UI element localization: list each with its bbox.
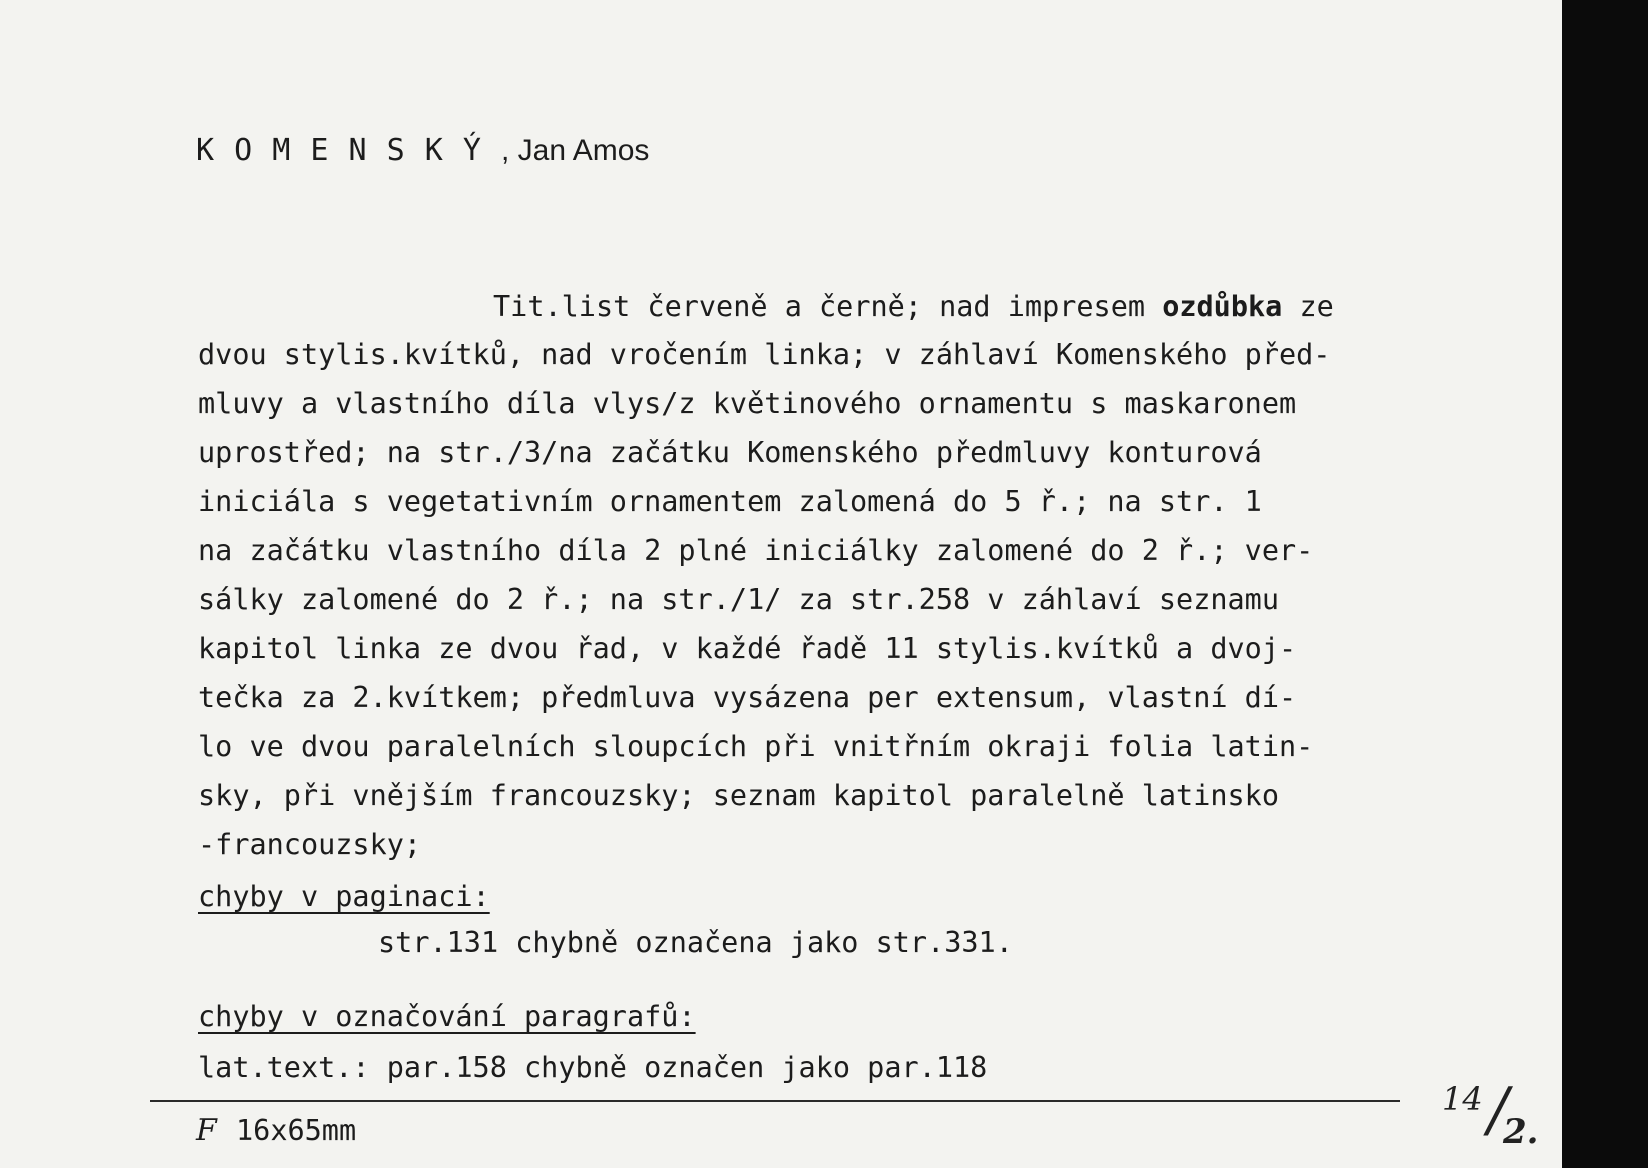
paragraph-errors-heading: chyby v označování paragrafů: [198,1000,696,1033]
description-line: tečka za 2.kvítkem; předmluva vysázena per extensum, vlastní dí- [198,681,1297,714]
format-size: 16x65mm [236,1114,357,1147]
pagination-error-entry: str.131 chybně označena jako str.331. [378,926,1013,959]
format-mark: F [196,1113,217,1148]
paragraph-error-entry: lat.text.: par.158 chybně označen jako par.118 [198,1051,988,1084]
author-heading [196,133,649,168]
description-line: Tit.list červeně a černě; nad impresem ozdůbka ze [493,290,1334,323]
footer-divider [150,1100,1400,1102]
handwritten-card-sequence: 2. [1503,1112,1539,1152]
description-line: kapitol linka ze dvou řad, v každé řadě 11 stylis.kvítků a dvoj- [198,632,1297,665]
description-line: uprostřed; na str./3/na začátku Komenského předmluvy konturová [198,436,1262,469]
scan-edge [1562,0,1648,1168]
description-line: -francouzsky; [198,828,422,861]
description-line: sálky zalomené do 2 ř.; na str./1/ za str.258 v záhlaví seznamu [198,583,1279,616]
handwritten-card-number: 14 [1442,1080,1483,1118]
bold-term: ozdůbka [1162,290,1283,323]
description-line: dvou stylis.kvítků, nad vročením linka; v záhlaví Komenského před- [198,338,1331,371]
pagination-errors-heading: chyby v paginaci: [198,880,490,913]
description-line: mluvy a vlastního díla vlys/z květinového ornamentu s maskaronem [198,387,1297,420]
description-line: iniciála s vegetativním ornamentem zalomená do 5 ř.; na str. 1 [198,485,1262,518]
description-line: lo ve dvou paralelních sloupcích při vnitřním okraji folia latin- [198,730,1314,763]
handwritten-slash: / [1488,1075,1509,1145]
author-surname: K O M E N S K Ý [196,133,482,168]
author-given-names: , Jan Amos [501,134,650,167]
description-line: na začátku vlastního díla 2 plné iniciálky zalomené do 2 ř.; ver- [198,534,1314,567]
description-line: sky, při vnějším francouzsky; seznam kapitol paralelně latinsko [198,779,1279,812]
